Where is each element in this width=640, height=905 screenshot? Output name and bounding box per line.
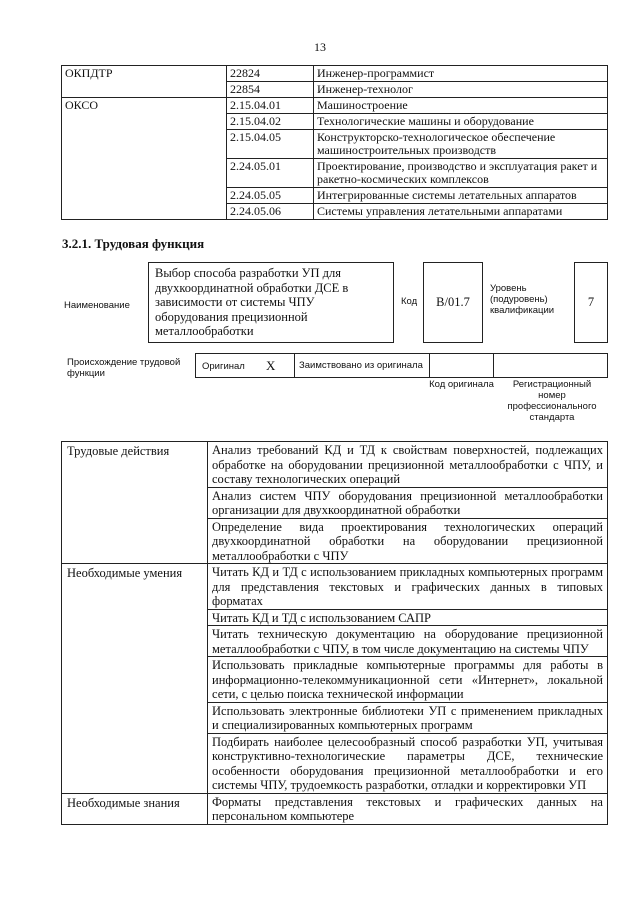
reg-number-label: Регистрационный номер профессионального стандарта: [507, 379, 597, 423]
table-row: [62, 793, 608, 824]
function-name: Выбор способа разработки УП для двухкоординатной обработки ДСЕ в зависимости от системы ЧПУ оборудования прецизионной металлообработки: [148, 262, 394, 343]
section-title: 3.2.1. Трудовая функция: [62, 236, 205, 251]
table-row: [62, 66, 608, 82]
level-value: 7: [574, 262, 608, 343]
classifier-title: Инженер-технолог: [314, 82, 608, 98]
list-item: Читать техническую документацию на оборудование прецизионной металлообработки с ЧПУ, в том числе документацию на системы ЧПУ: [208, 626, 608, 657]
origin-label: Происхождение трудовой функции: [67, 357, 181, 379]
table-row: [62, 442, 608, 488]
classification-table: [61, 65, 608, 220]
original-label: Оригинал: [202, 361, 245, 372]
list-item: Читать КД и ТД с использованием САПР: [208, 609, 608, 626]
list-item: Использовать электронные библиотеки УП с применением прикладных и специализированных компьютерных программ: [208, 702, 608, 733]
classifier-code: 2.24.05.06: [227, 204, 314, 220]
list-item: Использовать прикладные компьютерные программы для работы в информационно-телекоммуникационной сети «Интернет», локальной сети, с целью поиска технической информации: [208, 657, 608, 703]
reg-number-cell: [493, 353, 608, 378]
classifier-title: Конструкторско-технологическое обеспечение машиностроительных производств: [314, 130, 608, 159]
level-label: Уровень (подуровень) квалификации: [490, 283, 555, 316]
classifier-code: 2.15.04.01: [227, 98, 314, 114]
classifier-code: 2.24.05.05: [227, 188, 314, 204]
classifier-title: Инженер-программист: [314, 66, 608, 82]
classifier-title: Технологические машины и оборудование: [314, 114, 608, 130]
page-number: 13: [314, 40, 326, 54]
table-row: [62, 564, 608, 610]
list-item: Подбирать наиболее целесообразный способ разработки УП, учитывая конструктивно-технологические параметры ДСЕ, технические особенности оборудования прецизионной металлообработки и его системы ЧПУ, трудоемкость разработки, отладки и корректировки УП: [208, 733, 608, 793]
classifier-code: 2.24.05.01: [227, 159, 314, 188]
classifier-code: 22854: [227, 82, 314, 98]
competency-table: [61, 441, 608, 825]
classifier-code: 22824: [227, 66, 314, 82]
name-label: Наименование: [64, 300, 130, 311]
list-item: Анализ требований КД и ТД к свойствам поверхностей, подлежащих обработке на оборудовании прецизионной металлообработки с ЧПУ, и составу технологических операций: [208, 442, 608, 488]
classifier-title: Проектирование, производство и эксплуатация ракет и ракетно-космических комплексов: [314, 159, 608, 188]
list-item: Определение вида проектирования технологических операций двухкоординатной обработки на оборудовании прецизионной металлообработки с ЧПУ: [208, 518, 608, 564]
code-original-label: Код оригинала: [429, 379, 494, 390]
original-mark: X: [266, 358, 276, 373]
list-item: Читать КД и ТД с использованием прикладных компьютерных программ для представления текстовых и графических данных в типовых форматах: [208, 564, 608, 610]
code-original-cell: [429, 353, 494, 378]
classifier-code: 2.15.04.02: [227, 114, 314, 130]
row-group-label: Необходимые умения: [62, 564, 208, 794]
classifier-code: 2.15.04.05: [227, 130, 314, 159]
row-group-label: Трудовые действия: [62, 442, 208, 564]
origin-borrowed-cell: [294, 353, 430, 378]
function-code: B/01.7: [423, 262, 483, 343]
list-item: Форматы представления текстовых и графических данных на персональном компьютере: [208, 793, 608, 824]
classifier-name: ОКСО: [62, 98, 227, 220]
borrowed-label: Заимствовано из оригинала: [299, 360, 423, 371]
classifier-title: Системы управления летательными аппаратами: [314, 204, 608, 220]
list-item: Анализ систем ЧПУ оборудования прецизионной металлообработки организации для двухкоординатной обработки: [208, 487, 608, 518]
classifier-name: ОКПДТР: [62, 66, 227, 98]
code-label: Код: [401, 296, 418, 307]
classifier-title: Интегрированные системы летательных аппаратов: [314, 188, 608, 204]
table-row: [62, 98, 608, 114]
classifier-title: Машиностроение: [314, 98, 608, 114]
origin-original-cell: [195, 353, 295, 378]
row-group-label: Необходимые знания: [62, 793, 208, 824]
